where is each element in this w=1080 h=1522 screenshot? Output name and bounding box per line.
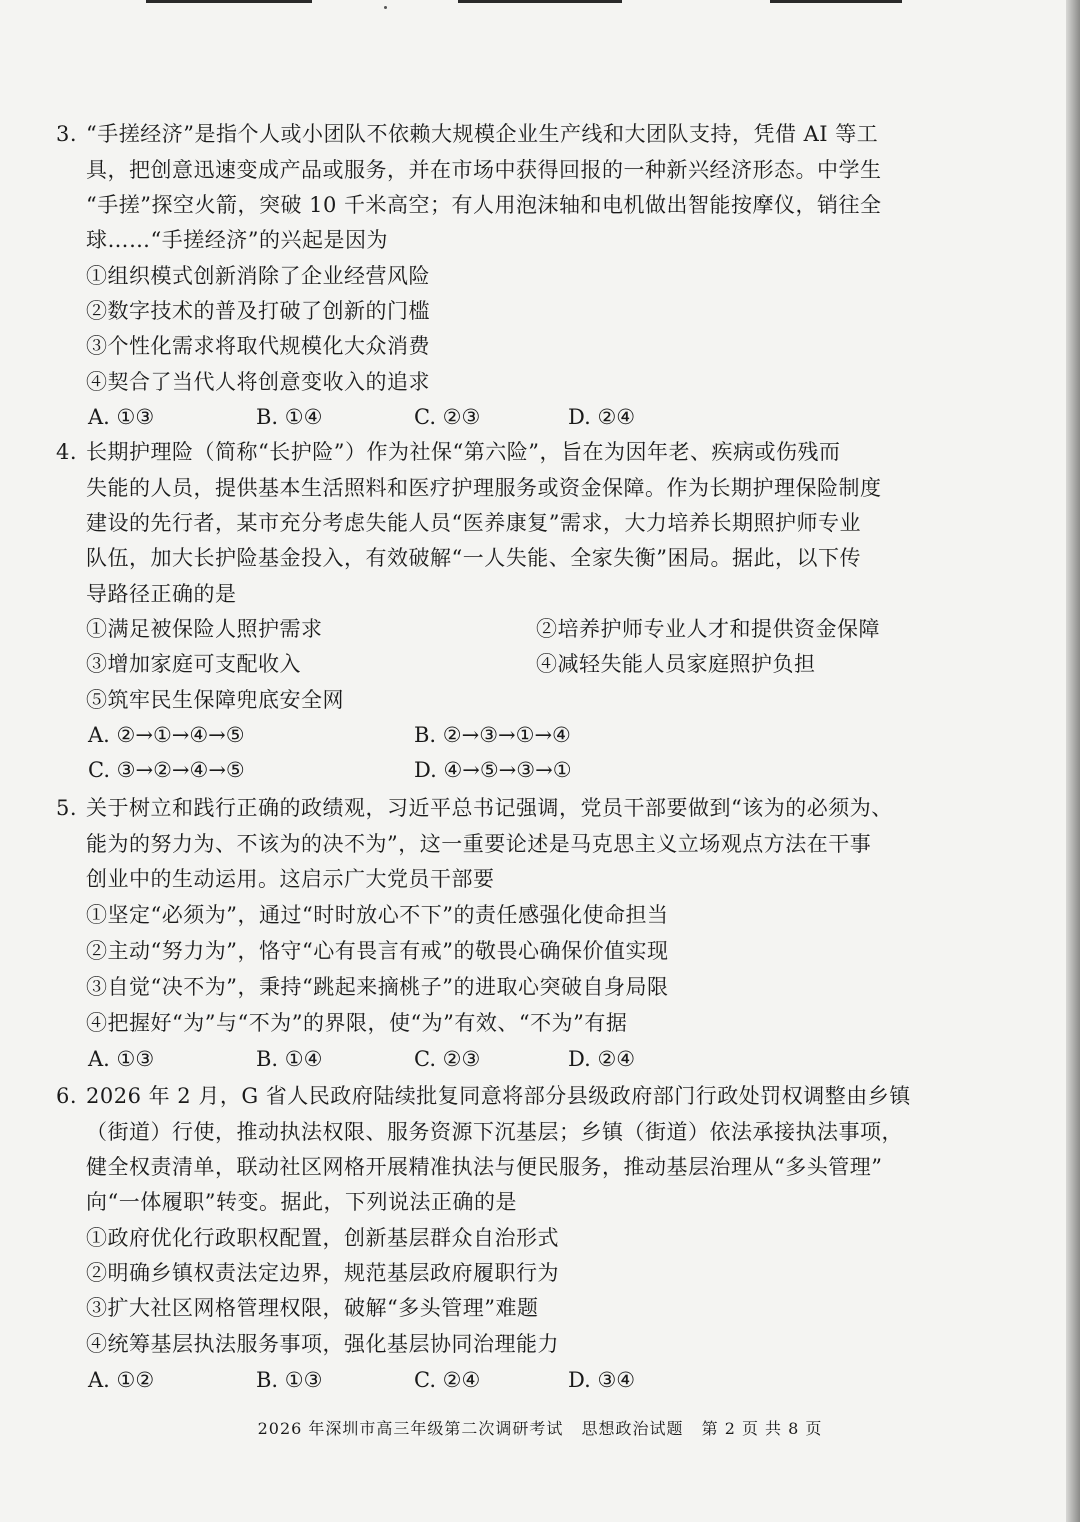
page-number: 第 2 页 共 8 页 <box>701 1419 823 1438</box>
statement-item: ②数字技术的普及打破了创新的门槛 <box>86 299 430 323</box>
question-stem-line: 创业中的生动运用。这启示广大党员干部要 <box>86 867 495 891</box>
statement-item: ②主动“努力为”，恪守“心有畏言有戒”的敬畏心确保价值实现 <box>86 939 669 963</box>
statement-item: ④把握好“为”与“不为”的界限，使“为”有效、“不为”有据 <box>86 1011 628 1035</box>
top-rule-right <box>770 0 902 3</box>
question-stem-line: 健全权责清单，联动社区网格开展精准执法与便民服务，推动基层治理从“多头管理” <box>86 1155 883 1179</box>
statement-item: ①政府优化行政职权配置，创新基层群众自治形式 <box>86 1226 559 1250</box>
question-stem-line: “手搓经济”是指个人或小团队不依赖大规模企业生产线和大团队支持，凭借 AI 等工 <box>86 122 879 146</box>
answer-choice-d: D. ②④ <box>568 405 636 429</box>
statement-item: ②培养护师专业人才和提供资金保障 <box>536 617 880 641</box>
answer-choice-a: A. ①③ <box>88 405 155 429</box>
question-number: 4. <box>56 440 78 464</box>
statement-item: ②明确乡镇权责法定边界，规范基层政府履职行为 <box>86 1261 559 1285</box>
statement-item: ④减轻失能人员家庭照护负担 <box>536 652 816 676</box>
statement-item: ③自觉“决不为”，秉持“跳起来摘桃子”的进取心突破自身局限 <box>86 975 669 999</box>
statement-item: ①组织模式创新消除了企业经营风险 <box>86 264 430 288</box>
answer-choice-b: B. ①④ <box>256 405 323 429</box>
question-stem-line: 关于树立和践行正确的政绩观，习近平总书记强调，党员干部要做到“该为的必须为、 <box>86 796 893 820</box>
statement-item: ①坚定“必须为”，通过“时时放心不下”的责任感强化使命担当 <box>86 903 669 927</box>
answer-choice-a: A. ①③ <box>88 1047 155 1071</box>
top-rule-middle <box>458 0 622 3</box>
answer-choice-d: D. ②④ <box>568 1047 636 1071</box>
page-footer <box>0 1414 1080 1444</box>
statement-item: ③增加家庭可支配收入 <box>86 652 301 676</box>
statement-item: ⑤筑牢民生保障兜底安全网 <box>86 688 344 712</box>
exam-title: 2026 年深圳市高三年级第二次调研考试 <box>257 1419 564 1438</box>
answer-choice-d: D. ③④ <box>568 1368 636 1392</box>
top-rule-left <box>146 0 312 3</box>
question-stem-line: 具，把创意迅速变成产品或服务，并在市场中获得回报的一种新兴经济形态。中学生 <box>86 158 882 182</box>
statement-item: ③个性化需求将取代规模化大众消费 <box>86 334 430 358</box>
answer-choice-c: C. ②③ <box>414 1047 481 1071</box>
answer-choice-d: D. ④→⑤→③→① <box>414 758 572 782</box>
question-stem-line: 导路径正确的是 <box>86 582 237 606</box>
question-stem-line: （街道）行使，推动执法权限、服务资源下沉基层；乡镇（街道）依法承接执法事项， <box>86 1120 903 1144</box>
scan-page-edge <box>1066 0 1080 1522</box>
answer-choice-c: C. ②③ <box>414 405 481 429</box>
question-stem-line: 能为的努力为、不该为的决不为”，这一重要论述是马克思主义立场观点方法在干事 <box>86 832 872 856</box>
question-stem-line: 建设的先行者，某市充分考虑失能人员“医养康复”需求，大力培养长期照护师专业 <box>86 511 861 535</box>
answer-choice-a: A. ①② <box>88 1368 155 1392</box>
answer-choice-c: C. ②④ <box>414 1368 481 1392</box>
question-number: 5. <box>56 796 78 820</box>
answer-choice-b: B. ①④ <box>256 1047 323 1071</box>
question-number: 6. <box>56 1084 78 1108</box>
question-stem-line: 向“一体履职”转变。据此，下列说法正确的是 <box>86 1190 517 1214</box>
scan-speck <box>384 6 387 9</box>
answer-choice-a: A. ②→①→④→⑤ <box>88 723 245 747</box>
statement-item: ④统筹基层执法服务事项，强化基层协同治理能力 <box>86 1332 559 1356</box>
question-stem-line: 长期护理险（简称“长护险”）作为社保“第六险”，旨在为因年老、疾病或伤残而 <box>86 440 841 464</box>
question-number: 3. <box>56 122 78 146</box>
question-stem-line: 失能的人员，提供基本生活照料和医疗护理服务或资金保障。作为长期护理保险制度 <box>86 476 882 500</box>
subject-title: 思想政治试题 <box>581 1419 684 1438</box>
answer-choice-b: B. ①③ <box>256 1368 323 1392</box>
answer-choice-c: C. ③→②→④→⑤ <box>88 758 245 782</box>
statement-item: ③扩大社区网格管理权限，破解“多头管理”难题 <box>86 1296 539 1320</box>
question-stem-line: 球……“手搓经济”的兴起是因为 <box>86 228 388 252</box>
question-stem-line: 队伍，加大长护险基金投入，有效破解“一人失能、全家失衡”困局。据此，以下传 <box>86 546 861 570</box>
statement-item: ④契合了当代人将创意变收入的追求 <box>86 370 430 394</box>
answer-choice-b: B. ②→③→①→④ <box>414 723 571 747</box>
statement-item: ①满足被保险人照护需求 <box>86 617 323 641</box>
question-stem-line: “手搓”探空火箭，突破 10 千米高空；有人用泡沫轴和电机做出智能按摩仪，销往全 <box>86 193 882 217</box>
question-stem-line: 2026 年 2 月，G 省人民政府陆续批复同意将部分县级政府部门行政处罚权调整由乡镇 <box>86 1084 911 1108</box>
